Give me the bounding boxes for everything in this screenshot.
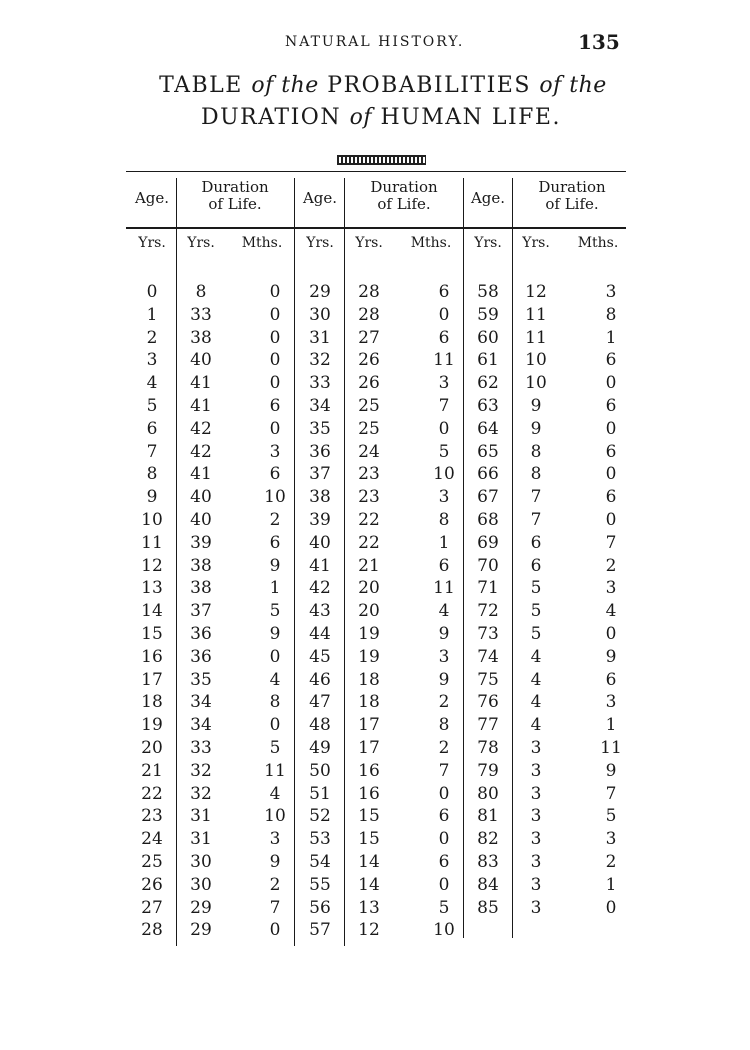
duration-years-cell: 30 bbox=[190, 874, 212, 895]
duration-years-cell: 23 bbox=[358, 464, 380, 485]
duration-years-cell: 9 bbox=[530, 396, 542, 416]
duration-months-cell: 0 bbox=[605, 624, 617, 644]
duration-years-cell: 29 bbox=[190, 897, 212, 918]
duration-months-cell: 11 bbox=[433, 578, 455, 599]
duration-years-cell: 4 bbox=[530, 669, 542, 690]
age-cell: 19 bbox=[141, 715, 163, 736]
age-cell: 17 bbox=[141, 669, 163, 690]
duration-months-cell: 0 bbox=[269, 350, 281, 371]
age-cell: 11 bbox=[141, 532, 163, 553]
age-cell: 14 bbox=[141, 601, 163, 622]
duration-years-cell: 11 bbox=[525, 327, 547, 348]
age-cell: 52 bbox=[309, 806, 331, 827]
age-cell: 8 bbox=[146, 464, 158, 485]
duration-months-cell: 7 bbox=[605, 532, 617, 553]
age-cell: 51 bbox=[309, 783, 331, 804]
duration-yrs-subheading: Yrs. bbox=[355, 235, 383, 251]
duration-years-cell: 28 bbox=[358, 282, 380, 302]
age-cell: 48 bbox=[309, 715, 331, 736]
duration-years-cell: 26 bbox=[358, 350, 380, 371]
duration-years-cell: 22 bbox=[358, 510, 380, 530]
duration-months-cell: 0 bbox=[605, 373, 617, 394]
age-cell: 62 bbox=[477, 373, 499, 394]
duration-months-cell: 0 bbox=[269, 327, 281, 348]
duration-years-cell: 40 bbox=[190, 350, 212, 371]
duration-months-cell: 11 bbox=[433, 350, 455, 371]
duration-months-cell: 0 bbox=[269, 282, 281, 302]
duration-months-cell: 9 bbox=[438, 624, 450, 644]
duration-months-cell: 6 bbox=[605, 396, 617, 416]
duration-months-cell: 7 bbox=[605, 783, 617, 804]
age-cell: 34 bbox=[309, 396, 331, 416]
duration-months-cell: 0 bbox=[438, 874, 450, 895]
age-cell: 26 bbox=[141, 874, 163, 895]
age-cell: 38 bbox=[309, 487, 331, 508]
duration-mths-subheading: Mths. bbox=[577, 235, 619, 251]
age-cell: 30 bbox=[309, 304, 331, 325]
duration-years-cell: 34 bbox=[190, 692, 212, 713]
duration-years-cell: 42 bbox=[190, 441, 212, 462]
age-yrs-subheading: Yrs. bbox=[138, 235, 166, 251]
age-cell: 46 bbox=[309, 669, 331, 690]
duration-months-cell: 5 bbox=[438, 441, 450, 462]
age-cell: 75 bbox=[477, 669, 499, 690]
duration-years-cell: 14 bbox=[358, 874, 380, 895]
age-cell: 84 bbox=[477, 874, 499, 895]
duration-years-cell: 12 bbox=[358, 920, 380, 941]
duration-years-cell: 35 bbox=[190, 669, 212, 690]
duration-months-cell: 6 bbox=[269, 396, 281, 416]
duration-months-cell: 9 bbox=[605, 760, 617, 781]
duration-years-cell: 25 bbox=[358, 396, 380, 416]
duration-years-cell: 5 bbox=[530, 578, 542, 599]
duration-months-cell: 1 bbox=[438, 532, 450, 553]
age-cell: 45 bbox=[309, 646, 331, 667]
duration-months-cell: 5 bbox=[605, 806, 617, 827]
duration-months-cell: 9 bbox=[605, 646, 617, 667]
duration-years-cell: 15 bbox=[358, 806, 380, 827]
duration-years-cell: 31 bbox=[190, 806, 212, 827]
age-cell: 33 bbox=[309, 373, 331, 394]
age-cell: 31 bbox=[309, 327, 331, 348]
column-rule bbox=[512, 178, 513, 938]
age-heading: Age. bbox=[470, 189, 506, 207]
age-heading: Age. bbox=[302, 189, 338, 207]
age-cell: 80 bbox=[477, 783, 499, 804]
duration-months-cell: 7 bbox=[269, 897, 281, 918]
duration-years-cell: 5 bbox=[530, 624, 542, 644]
duration-months-cell: 10 bbox=[433, 464, 455, 485]
age-cell: 82 bbox=[477, 829, 499, 850]
duration-mths-subheading: Mths. bbox=[241, 235, 283, 251]
age-cell: 20 bbox=[141, 738, 163, 758]
age-cell: 85 bbox=[477, 897, 499, 918]
duration-months-cell: 0 bbox=[605, 510, 617, 530]
duration-heading-sub: of Life. bbox=[545, 195, 599, 213]
age-cell: 53 bbox=[309, 829, 331, 850]
title-word-human-life: HUMAN LIFE. bbox=[380, 105, 561, 130]
age-cell: 29 bbox=[309, 282, 331, 302]
duration-months-cell: 4 bbox=[269, 669, 281, 690]
age-cell: 63 bbox=[477, 396, 499, 416]
duration-months-cell: 1 bbox=[605, 874, 617, 895]
duration-years-cell: 39 bbox=[190, 532, 212, 553]
duration-months-cell: 0 bbox=[438, 418, 450, 439]
duration-months-cell: 0 bbox=[269, 920, 281, 941]
duration-heading: Duration bbox=[538, 178, 606, 196]
duration-months-cell: 2 bbox=[438, 738, 450, 758]
duration-yrs-subheading: Yrs. bbox=[187, 235, 215, 251]
duration-months-cell: 5 bbox=[269, 738, 281, 758]
duration-years-cell: 30 bbox=[190, 852, 212, 872]
duration-months-cell: 3 bbox=[269, 829, 281, 850]
age-cell: 42 bbox=[309, 578, 331, 599]
duration-months-cell: 7 bbox=[438, 396, 450, 416]
duration-months-cell: 10 bbox=[264, 806, 286, 827]
duration-years-cell: 13 bbox=[358, 897, 380, 918]
age-cell: 25 bbox=[141, 852, 163, 872]
duration-years-cell: 38 bbox=[190, 555, 212, 576]
duration-heading-sub: of Life. bbox=[377, 195, 431, 213]
duration-months-cell: 10 bbox=[433, 920, 455, 941]
duration-months-cell: 0 bbox=[605, 418, 617, 439]
title-word-of: of bbox=[349, 105, 372, 130]
age-cell: 73 bbox=[477, 624, 499, 644]
duration-months-cell: 9 bbox=[269, 555, 281, 576]
duration-months-cell: 2 bbox=[438, 692, 450, 713]
age-cell: 71 bbox=[477, 578, 499, 599]
duration-years-cell: 15 bbox=[358, 829, 380, 850]
duration-months-cell: 6 bbox=[269, 532, 281, 553]
duration-years-cell: 16 bbox=[358, 760, 380, 781]
age-cell: 66 bbox=[477, 464, 499, 485]
duration-years-cell: 23 bbox=[358, 487, 380, 508]
age-cell: 36 bbox=[309, 441, 331, 462]
duration-months-cell: 8 bbox=[269, 692, 281, 713]
duration-years-cell: 3 bbox=[530, 806, 542, 827]
duration-years-cell: 14 bbox=[358, 852, 380, 872]
age-cell: 5 bbox=[146, 396, 158, 416]
age-cell: 13 bbox=[141, 578, 163, 599]
duration-months-cell: 2 bbox=[269, 510, 281, 530]
duration-months-cell: 6 bbox=[605, 487, 617, 508]
duration-years-cell: 32 bbox=[190, 783, 212, 804]
duration-months-cell: 0 bbox=[269, 304, 281, 325]
duration-months-cell: 0 bbox=[605, 897, 617, 918]
duration-months-cell: 5 bbox=[269, 601, 281, 622]
duration-months-cell: 3 bbox=[438, 487, 450, 508]
duration-years-cell: 36 bbox=[190, 646, 212, 667]
page-number: 135 bbox=[578, 30, 620, 54]
duration-years-cell: 37 bbox=[190, 601, 212, 622]
duration-years-cell: 28 bbox=[358, 304, 380, 325]
duration-months-cell: 3 bbox=[605, 578, 617, 599]
title-word-duration: DURATION bbox=[201, 105, 342, 130]
age-cell: 76 bbox=[477, 692, 499, 713]
duration-years-cell: 6 bbox=[530, 532, 542, 553]
duration-years-cell: 27 bbox=[358, 327, 380, 348]
header-top-rule bbox=[126, 171, 626, 172]
age-cell: 77 bbox=[477, 715, 499, 736]
age-cell: 27 bbox=[141, 897, 163, 918]
age-cell: 16 bbox=[141, 646, 163, 667]
duration-years-cell: 4 bbox=[530, 646, 542, 667]
age-cell: 58 bbox=[477, 282, 499, 302]
age-cell: 70 bbox=[477, 555, 499, 576]
duration-months-cell: 11 bbox=[264, 760, 286, 781]
duration-months-cell: 11 bbox=[600, 738, 622, 758]
age-cell: 54 bbox=[309, 852, 331, 872]
duration-months-cell: 3 bbox=[605, 829, 617, 850]
duration-years-cell: 40 bbox=[190, 487, 212, 508]
duration-months-cell: 4 bbox=[269, 783, 281, 804]
duration-heading: Duration bbox=[370, 178, 438, 196]
duration-years-cell: 9 bbox=[530, 418, 542, 439]
duration-months-cell: 4 bbox=[438, 601, 450, 622]
duration-years-cell: 17 bbox=[358, 738, 380, 758]
duration-years-cell: 18 bbox=[358, 692, 380, 713]
duration-years-cell: 3 bbox=[530, 760, 542, 781]
age-cell: 81 bbox=[477, 806, 499, 827]
age-cell: 57 bbox=[309, 920, 331, 941]
page-title-line-1 bbox=[8, 72, 750, 100]
age-yrs-subheading: Yrs. bbox=[474, 235, 502, 251]
duration-mths-subheading: Mths. bbox=[410, 235, 452, 251]
duration-years-cell: 3 bbox=[530, 738, 542, 758]
title-word-table: TABLE bbox=[159, 73, 243, 98]
duration-months-cell: 6 bbox=[438, 282, 450, 302]
duration-years-cell: 40 bbox=[190, 510, 212, 530]
duration-months-cell: 8 bbox=[438, 510, 450, 530]
duration-years-cell: 41 bbox=[190, 396, 212, 416]
duration-months-cell: 9 bbox=[269, 852, 281, 872]
age-cell: 65 bbox=[477, 441, 499, 462]
duration-years-cell: 3 bbox=[530, 897, 542, 918]
duration-months-cell: 6 bbox=[438, 852, 450, 872]
age-cell: 39 bbox=[309, 510, 331, 530]
duration-months-cell: 0 bbox=[438, 829, 450, 850]
duration-years-cell: 3 bbox=[530, 783, 542, 804]
duration-months-cell: 3 bbox=[269, 441, 281, 462]
duration-months-cell: 3 bbox=[438, 373, 450, 394]
duration-months-cell: 8 bbox=[605, 304, 617, 325]
duration-years-cell: 38 bbox=[190, 327, 212, 348]
title-word-of-the-1: of the bbox=[251, 73, 319, 98]
duration-years-cell: 8 bbox=[530, 464, 542, 485]
duration-years-cell: 34 bbox=[190, 715, 212, 736]
duration-months-cell: 8 bbox=[438, 715, 450, 736]
age-cell: 79 bbox=[477, 760, 499, 781]
age-cell: 15 bbox=[141, 624, 163, 644]
age-cell: 59 bbox=[477, 304, 499, 325]
duration-years-cell: 32 bbox=[190, 760, 212, 781]
duration-years-cell: 25 bbox=[358, 418, 380, 439]
duration-months-cell: 0 bbox=[438, 783, 450, 804]
duration-years-cell: 33 bbox=[190, 738, 212, 758]
duration-months-cell: 3 bbox=[438, 646, 450, 667]
age-cell: 69 bbox=[477, 532, 499, 553]
duration-years-cell: 42 bbox=[190, 418, 212, 439]
duration-years-cell: 8 bbox=[530, 441, 542, 462]
age-cell: 35 bbox=[309, 418, 331, 439]
duration-years-cell: 4 bbox=[530, 715, 542, 736]
duration-years-cell: 29 bbox=[190, 920, 212, 941]
duration-years-cell: 20 bbox=[358, 578, 380, 599]
title-word-probabilities: PROBABILITIES bbox=[327, 73, 531, 98]
duration-heading-sub: of Life. bbox=[208, 195, 262, 213]
age-cell: 2 bbox=[146, 327, 158, 348]
duration-months-cell: 7 bbox=[438, 760, 450, 781]
duration-years-cell: 20 bbox=[358, 601, 380, 622]
duration-years-cell: 36 bbox=[190, 624, 212, 644]
duration-years-cell: 19 bbox=[358, 646, 380, 667]
duration-months-cell: 2 bbox=[605, 852, 617, 872]
age-cell: 74 bbox=[477, 646, 499, 667]
age-cell: 64 bbox=[477, 418, 499, 439]
age-cell: 50 bbox=[309, 760, 331, 781]
duration-years-cell: 5 bbox=[530, 601, 542, 622]
running-head: NATURAL HISTORY. bbox=[285, 34, 465, 50]
age-cell: 49 bbox=[309, 738, 331, 758]
duration-years-cell: 7 bbox=[530, 510, 542, 530]
age-cell: 1 bbox=[146, 304, 158, 325]
age-cell: 43 bbox=[309, 601, 331, 622]
age-cell: 0 bbox=[146, 282, 158, 302]
age-cell: 37 bbox=[309, 464, 331, 485]
duration-months-cell: 0 bbox=[269, 715, 281, 736]
duration-months-cell: 1 bbox=[605, 327, 617, 348]
duration-years-cell: 19 bbox=[358, 624, 380, 644]
ornament-rule bbox=[337, 155, 426, 165]
duration-years-cell: 38 bbox=[190, 578, 212, 599]
duration-months-cell: 6 bbox=[438, 555, 450, 576]
age-cell: 4 bbox=[146, 373, 158, 394]
duration-months-cell: 2 bbox=[605, 555, 617, 576]
age-cell: 56 bbox=[309, 897, 331, 918]
age-cell: 22 bbox=[141, 783, 163, 804]
duration-months-cell: 2 bbox=[269, 874, 281, 895]
duration-months-cell: 4 bbox=[605, 601, 617, 622]
duration-years-cell: 41 bbox=[190, 373, 212, 394]
age-cell: 6 bbox=[146, 418, 158, 439]
age-heading: Age. bbox=[134, 189, 170, 207]
duration-months-cell: 6 bbox=[438, 806, 450, 827]
duration-years-cell: 18 bbox=[358, 669, 380, 690]
duration-months-cell: 0 bbox=[438, 304, 450, 325]
age-cell: 55 bbox=[309, 874, 331, 895]
duration-years-cell: 26 bbox=[358, 373, 380, 394]
duration-years-cell: 16 bbox=[358, 783, 380, 804]
duration-months-cell: 1 bbox=[269, 578, 281, 599]
age-cell: 41 bbox=[309, 555, 331, 576]
age-cell: 72 bbox=[477, 601, 499, 622]
duration-months-cell: 9 bbox=[438, 669, 450, 690]
age-cell: 40 bbox=[309, 532, 331, 553]
age-cell: 60 bbox=[477, 327, 499, 348]
duration-years-cell: 7 bbox=[530, 487, 542, 508]
age-cell: 9 bbox=[146, 487, 158, 508]
age-cell: 23 bbox=[141, 806, 163, 827]
duration-years-cell: 3 bbox=[530, 829, 542, 850]
duration-months-cell: 5 bbox=[438, 897, 450, 918]
duration-months-cell: 1 bbox=[605, 715, 617, 736]
age-cell: 67 bbox=[477, 487, 499, 508]
duration-months-cell: 0 bbox=[269, 373, 281, 394]
duration-months-cell: 6 bbox=[605, 441, 617, 462]
duration-years-cell: 24 bbox=[358, 441, 380, 462]
duration-months-cell: 0 bbox=[605, 464, 617, 485]
duration-yrs-subheading: Yrs. bbox=[522, 235, 550, 251]
duration-months-cell: 0 bbox=[269, 418, 281, 439]
duration-years-cell: 12 bbox=[525, 282, 547, 302]
age-cell: 12 bbox=[141, 555, 163, 576]
age-cell: 32 bbox=[309, 350, 331, 371]
age-cell: 68 bbox=[477, 510, 499, 530]
duration-years-cell: 17 bbox=[358, 715, 380, 736]
duration-years-cell: 33 bbox=[190, 304, 212, 325]
age-cell: 21 bbox=[141, 760, 163, 781]
age-yrs-subheading: Yrs. bbox=[306, 235, 334, 251]
duration-months-cell: 0 bbox=[269, 646, 281, 667]
title-word-of-the-2: of the bbox=[539, 73, 607, 98]
age-cell: 47 bbox=[309, 692, 331, 713]
duration-months-cell: 3 bbox=[605, 692, 617, 713]
duration-years-cell: 10 bbox=[525, 350, 547, 371]
duration-heading: Duration bbox=[201, 178, 269, 196]
duration-years-cell: 41 bbox=[190, 464, 212, 485]
page-title-line-2 bbox=[6, 104, 750, 132]
duration-months-cell: 6 bbox=[269, 464, 281, 485]
duration-years-cell: 21 bbox=[358, 555, 380, 576]
duration-years-cell: 22 bbox=[358, 532, 380, 553]
duration-months-cell: 6 bbox=[438, 327, 450, 348]
duration-years-cell: 10 bbox=[525, 373, 547, 394]
duration-months-cell: 6 bbox=[605, 350, 617, 371]
age-cell: 3 bbox=[146, 350, 158, 371]
age-cell: 7 bbox=[146, 441, 158, 462]
column-rule bbox=[344, 178, 345, 946]
age-cell: 10 bbox=[141, 510, 163, 530]
duration-years-cell: 8 bbox=[195, 282, 207, 302]
age-cell: 83 bbox=[477, 852, 499, 872]
duration-months-cell: 3 bbox=[605, 282, 617, 302]
age-cell: 61 bbox=[477, 350, 499, 371]
age-cell: 24 bbox=[141, 829, 163, 850]
duration-years-cell: 31 bbox=[190, 829, 212, 850]
duration-years-cell: 3 bbox=[530, 852, 542, 872]
header-bottom-rule bbox=[126, 227, 626, 229]
age-cell: 18 bbox=[141, 692, 163, 713]
duration-months-cell: 6 bbox=[605, 669, 617, 690]
duration-years-cell: 4 bbox=[530, 692, 542, 713]
duration-years-cell: 3 bbox=[530, 874, 542, 895]
duration-years-cell: 6 bbox=[530, 555, 542, 576]
duration-years-cell: 11 bbox=[525, 304, 547, 325]
age-cell: 44 bbox=[309, 624, 331, 644]
duration-months-cell: 10 bbox=[264, 487, 286, 508]
age-cell: 28 bbox=[141, 920, 163, 941]
age-cell: 78 bbox=[477, 738, 499, 758]
duration-months-cell: 9 bbox=[269, 624, 281, 644]
